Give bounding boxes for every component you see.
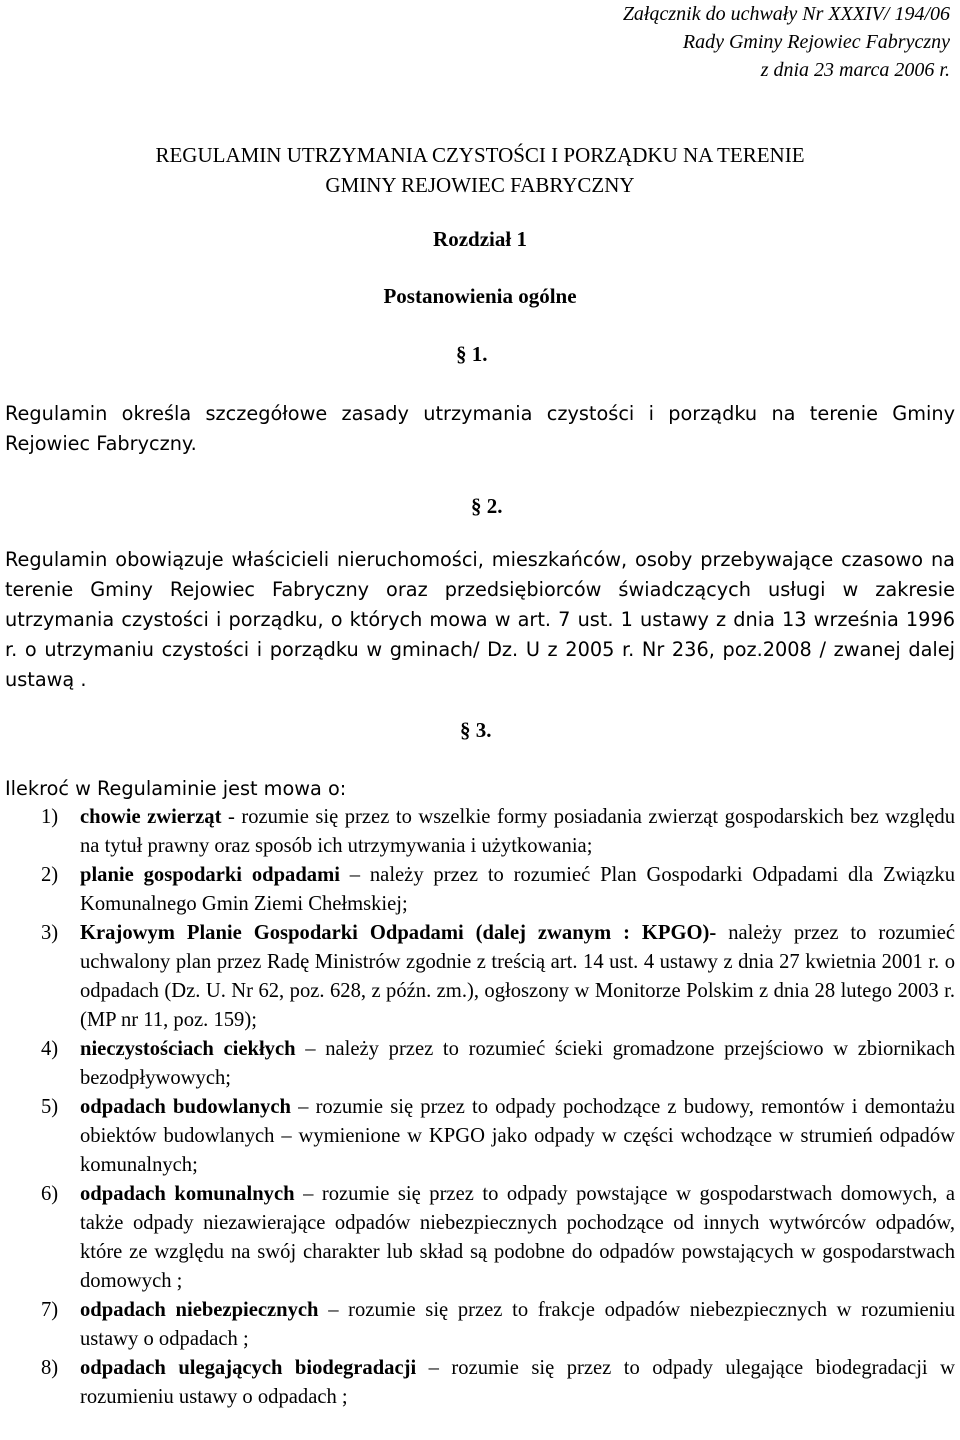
definition-term: odpadach niebezpiecznych <box>80 1299 319 1321</box>
definition-term: planie gospodarki odpadami <box>80 864 340 886</box>
definition-text: – rozumie się przez to odpady pochodzące z budowy, remontów i demontażu obiektów budowlanych – wymienione w KPGO jako odpady w części wchodzące w strumień odpadów komunalnych; <box>80 1096 955 1176</box>
definition-number: 2) <box>41 864 59 886</box>
definition-number: 7) <box>41 1299 59 1321</box>
definition-text: należy przez to rozumieć uchwalony plan przez Radę Ministrów zgodnie z treścią art. 14 ust. 4 ustawy z dnia 27 kwietnia 2001 r. o odpadach (Dz. U. Nr 62, poz. 628, z późn. zm.), ogłoszony w Monitorze Polskim z dnia 28 lutego 2003 r. (MP nr 11, poz. 159); <box>80 922 955 1031</box>
definition-number: 3) <box>41 922 59 944</box>
definition-term: odpadach budowlanych <box>80 1096 291 1118</box>
definition-item <box>5 919 955 1035</box>
definition-term: Krajowym Planie Gospodarki Odpadami (dalej zwanym : KPGO)- <box>80 922 717 944</box>
annex-line-2: Rady Gminy Rejowiec Fabryczny <box>682 31 950 53</box>
annex-line-3: z dnia 23 marca 2006 r. <box>760 59 950 81</box>
definition-term: odpadach komunalnych <box>80 1183 295 1205</box>
section-3-sign: § 3. <box>460 718 492 742</box>
definition-item <box>5 1035 955 1093</box>
definition-text: – rozumie się przez to odpady ulegające biodegradacji w rozumieniu ustawy o odpadach ; <box>80 1357 955 1408</box>
section-1-sign: § 1. <box>456 342 488 366</box>
title-line-1: REGULAMIN UTRZYMANIA CZYSTOŚCI I PORZĄDKU NA TERENIE <box>155 143 805 167</box>
definition-text: – rozumie się przez to odpady powstające w gospodarstwach domowych, a także odpady niezawierające odpadów niebezpiecznych pochodzące od innych wytwórców odpadów, które ze względu na swój charakter lub skład są podobne do odpadów powstających w gospodarstwach domowych ; <box>80 1183 956 1292</box>
title-line-2: GMINY REJOWIEC FABRYCZNY <box>325 173 635 197</box>
annex-header <box>623 0 950 84</box>
definition-text: – rozumie się przez to frakcje odpadów niebezpiecznych w rozumieniu ustawy o odpadach ; <box>80 1299 956 1350</box>
definition-term: nieczystościach ciekłych <box>80 1038 296 1060</box>
definition-item <box>5 803 955 861</box>
definition-item <box>5 1354 955 1412</box>
definition-number: 4) <box>41 1038 59 1060</box>
definition-number: 1) <box>41 806 59 828</box>
definition-number: 5) <box>41 1096 59 1118</box>
definition-item <box>5 1296 955 1354</box>
section-2-sign: § 2. <box>471 494 503 518</box>
definition-item <box>5 1180 955 1296</box>
chapter-name: Postanowienia ogólne <box>383 284 577 308</box>
definition-item <box>5 1093 955 1180</box>
definition-text: - rozumie się przez to wszelkie formy posiadania zwierząt gospodarskich bez względu na tytuł prawny oraz sposób ich utrzymywania i użytkowania; <box>80 806 955 857</box>
section-3-intro: Ilekroć w Regulaminie jest mowa o: <box>5 777 347 800</box>
annex-line-1: Załącznik do uchwały Nr XXXIV/ 194/06 <box>622 3 950 25</box>
definition-term: odpadach ulegających biodegradacji <box>80 1357 417 1379</box>
definition-text: – należy przez to rozumieć Plan Gospodarki Odpadami dla Związku Komunalnego Gmin Ziemi Chełmskiej; <box>80 864 956 915</box>
definition-item <box>5 861 955 919</box>
definition-number: 6) <box>41 1183 59 1205</box>
definition-term: chowie zwierząt <box>80 806 222 828</box>
chapter-label: Rozdział 1 <box>433 227 527 251</box>
document-title <box>0 140 960 200</box>
definition-text: – należy przez to rozumieć ścieki gromadzone przejściowo w zbiornikach bezodpływowych; <box>80 1038 955 1089</box>
section-2-text: Regulamin obowiązuje właścicieli nieruchomości, mieszkańców, osoby przebywające czasowo na terenie Gminy Rejowiec Fabryczny oraz przedsiębiorców świadczących usługi w zakresie utrzymania czystości i porządku, o których mowa w art. 7 ust. 1 ustawy z dnia 13 września 1996 r. o utrzymaniu czystości i porządku w gminach/ Dz. U z 2005 r. Nr 236, poz.2008 / zwanej dalej ustawą . <box>5 548 955 691</box>
section-1-text: Regulamin określa szczegółowe zasady utrzymania czystości i porządku na terenie Gminy Rejowiec Fabryczny. <box>5 402 955 455</box>
definitions-list <box>5 803 955 1412</box>
definition-number: 8) <box>41 1357 59 1379</box>
